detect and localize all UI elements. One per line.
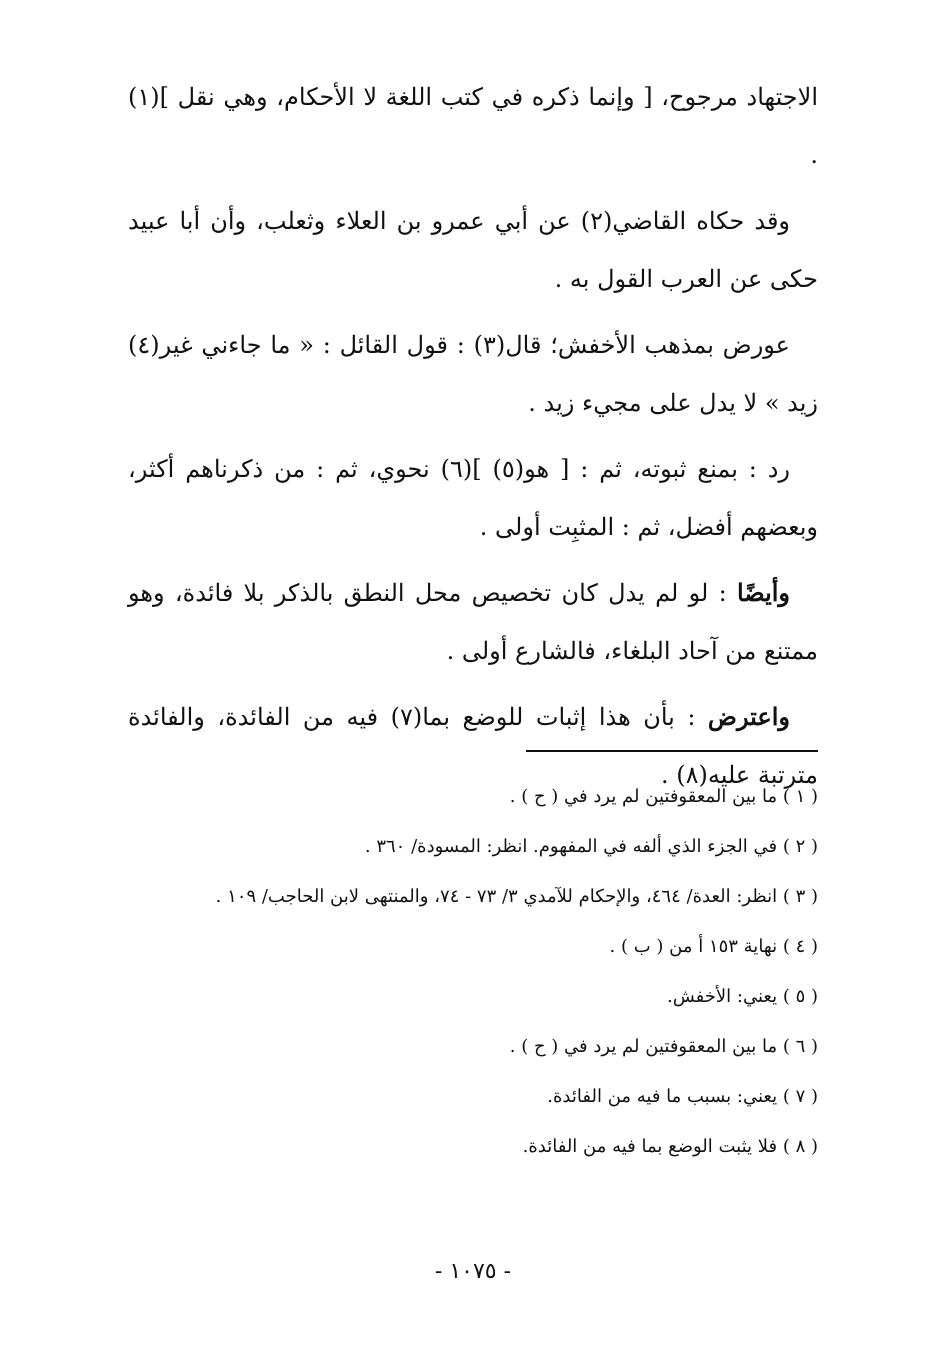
footnotes	[98, 772, 818, 1172]
paragraph-3	[128, 316, 818, 432]
footnote-2: ( ٢ ) في الجزء الذي ألفه في المفهوم. انظر: المسودة/ ٣٦٠ .	[364, 836, 818, 857]
paragraph-text: الاجتهاد مرجوح، [ وإنما ذكره في كتب اللغة لا الأحكام، وهي نقل ](١) .	[128, 83, 818, 169]
paragraph-text: : لو لم يدل كان تخصيص محل النطق بالذكر بلا فائدة، وهو ممتنع من آحاد البلغاء، فالشارع أولى .	[128, 579, 818, 665]
paragraph-2	[128, 192, 818, 308]
paragraph-lead: وأيضًا	[736, 578, 790, 607]
footnote-1: ( ١ ) ما بين المعقوفتين لم يرد في ( ح ) .	[509, 786, 818, 807]
footnote-8: ( ٨ ) فلا يثبت الوضع بما فيه من الفائدة.	[522, 1136, 818, 1157]
footnote-separator	[526, 750, 818, 752]
paragraph-text: وقد حكاه القاضي(٢) عن أبي عمرو بن العلاء وثعلب، وأن أبا عبيد حكى عن العرب القول به .	[128, 207, 818, 293]
main-text	[128, 68, 818, 812]
paragraph-5	[128, 564, 818, 680]
footnote-5: ( ٥ ) يعني: الأخفش.	[667, 986, 818, 1007]
paragraph-text: عورض بمذهب الأخفش؛ قال(٣) : قول القائل : « ما جاءني غير(٤) زيد » لا يدل على مجيء زيد .	[128, 331, 818, 417]
page-number: - ١٠٧٥ -	[434, 1259, 512, 1284]
paragraph-lead: واعترض	[707, 702, 790, 731]
paragraph-text: رد : بمنع ثبوته، ثم : [ هو(٥) ](٦) نحوي، ثم : من ذكرناهم أكثر، وبعضهم أفضل، ثم : المثبِت أولى .	[128, 455, 818, 541]
paragraph-4	[128, 440, 818, 556]
paragraph-1	[128, 68, 818, 184]
footnote-3: ( ٣ ) انظر: العدة/ ٤٦٤، والإحكام للآمدي ٣/ ٧٣ - ٧٤، والمنتهى لابن الحاجب/ ١٠٩ .	[215, 886, 818, 907]
footnote-7: ( ٧ ) يعني: بسبب ما فيه من الفائدة.	[547, 1086, 818, 1107]
footnote-6: ( ٦ ) ما بين المعقوفتين لم يرد في ( ح ) .	[509, 1036, 818, 1057]
paragraph-text: : بأن هذا إثبات للوضع بما(٧) فيه من الفائدة، والفائدة مترتبة عليه(٨) .	[128, 703, 818, 789]
footnote-4: ( ٤ ) نهاية ١٥٣ أ من ( ب ) .	[609, 936, 818, 957]
